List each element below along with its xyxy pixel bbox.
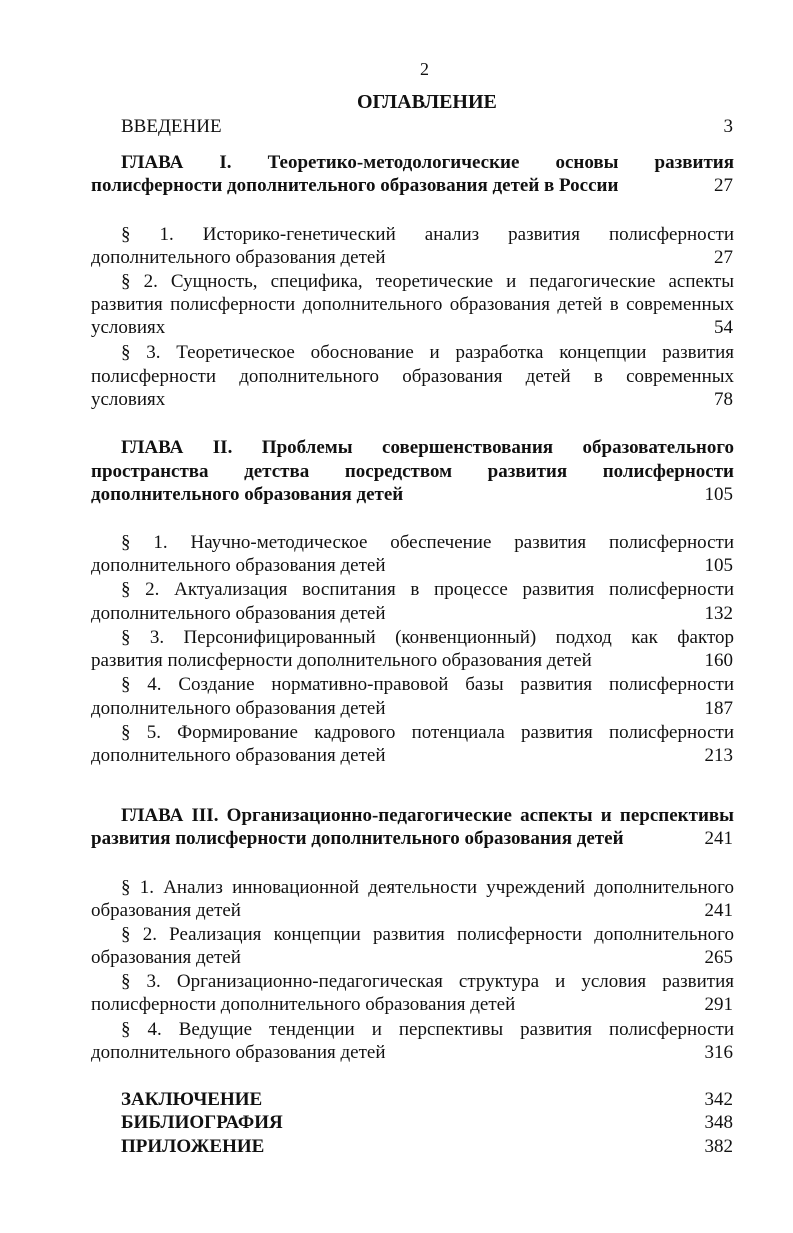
ch1-s2-line1: § 2. Сущность, специфика, теоретические и педагогические аспекты xyxy=(121,271,734,292)
ch3-s4-page: 316 xyxy=(704,1042,733,1063)
ch1-s2-line3: условиях xyxy=(91,317,166,338)
ch3-s2-line1: § 2. Реализация концепции развития полисферности дополнительного xyxy=(121,924,734,945)
toc-intro-label: ВВЕДЕНИЕ xyxy=(121,116,222,137)
ch3-s3-page: 291 xyxy=(704,994,733,1015)
ch3-s1-line1: § 1. Анализ инновационной деятельности учреждений дополнительного xyxy=(121,877,734,898)
toc-appendix-page: 382 xyxy=(704,1136,733,1157)
ch3-s4-line2: дополнительного образования детей xyxy=(91,1042,386,1063)
toc-bibliography-page: 348 xyxy=(704,1112,733,1133)
toc-title: ОГЛАВЛЕНИЕ xyxy=(357,91,497,113)
page-number: 2 xyxy=(420,59,429,79)
ch2-s4-line1: § 4. Создание нормативно-правовой базы развития полисферности xyxy=(121,674,734,695)
ch1-s1-line2: дополнительного образования детей xyxy=(91,247,386,268)
toc-conclusion-label: ЗАКЛЮЧЕНИЕ xyxy=(121,1089,263,1110)
ch3-s1-line2: образования детей xyxy=(91,900,241,921)
chapter1-heading-line2: полисферности дополнительного образования детей в России xyxy=(91,175,619,196)
ch1-s1-page: 27 xyxy=(714,247,733,268)
chapter2-page: 105 xyxy=(704,484,733,505)
ch2-s1-line2: дополнительного образования детей xyxy=(91,555,386,576)
ch2-s4-page: 187 xyxy=(704,698,733,719)
ch1-s2-page: 54 xyxy=(714,317,733,338)
chapter1-page: 27 xyxy=(714,175,733,196)
ch2-s3-page: 160 xyxy=(704,650,733,671)
ch2-s2-line2: дополнительного образования детей xyxy=(91,603,386,624)
ch3-s2-line2: образования детей xyxy=(91,947,241,968)
chapter3-heading-line2: развития полисферности дополнительного образования детей xyxy=(91,828,624,849)
ch2-s1-page: 105 xyxy=(704,555,733,576)
ch2-s3-line2: развития полисферности дополнительного образования детей xyxy=(91,650,592,671)
ch1-s3-line1: § 3. Теоретическое обоснование и разработка концепции развития xyxy=(121,342,734,363)
chapter2-heading-line3: дополнительного образования детей xyxy=(91,484,404,505)
toc-appendix-label: ПРИЛОЖЕНИЕ xyxy=(121,1136,265,1157)
ch2-s2-page: 132 xyxy=(704,603,733,624)
toc-intro-page: 3 xyxy=(723,116,733,137)
ch2-s5-line1: § 5. Формирование кадрового потенциала развития полисферности xyxy=(121,722,734,743)
ch2-s1-line1: § 1. Научно-методическое обеспечение развития полисферности xyxy=(121,532,734,553)
ch3-s1-page: 241 xyxy=(704,900,733,921)
toc-bibliography-label: БИБЛИОГРАФИЯ xyxy=(121,1112,283,1133)
toc-conclusion-page: 342 xyxy=(704,1089,733,1110)
ch3-s3-line1: § 3. Организационно-педагогическая структура и условия развития xyxy=(121,971,734,992)
ch2-s2-line1: § 2. Актуализация воспитания в процессе развития полисферности xyxy=(121,579,734,600)
ch2-s3-line1: § 3. Персонифицированный (конвенционный) подход как фактор xyxy=(121,627,734,648)
ch3-s3-line2: полисферности дополнительного образования детей xyxy=(91,994,516,1015)
chapter2-heading-line1: ГЛАВА II. Проблемы совершенствования образовательного xyxy=(121,437,734,458)
ch2-s5-page: 213 xyxy=(704,745,733,766)
ch2-s4-line2: дополнительного образования детей xyxy=(91,698,386,719)
chapter3-heading-line1: ГЛАВА III. Организационно-педагогические аспекты и перспективы xyxy=(121,805,734,826)
ch1-s2-line2: развития полисферности дополнительного образования детей в современных xyxy=(91,294,734,315)
ch1-s3-line2: полисферности дополнительного образования детей в современных xyxy=(91,366,734,387)
chapter1-heading-line1: ГЛАВА I. Теоретико-методологические основы развития xyxy=(121,152,734,173)
chapter2-heading-line2: пространства детства посредством развития полисферности xyxy=(91,461,734,482)
ch3-s4-line1: § 4. Ведущие тенденции и перспективы развития полисферности xyxy=(121,1019,734,1040)
ch1-s3-line3: условиях xyxy=(91,389,166,410)
ch1-s3-page: 78 xyxy=(714,389,733,410)
chapter3-page: 241 xyxy=(704,828,733,849)
ch2-s5-line2: дополнительного образования детей xyxy=(91,745,386,766)
ch1-s1-line1: § 1. Историко-генетический анализ развития полисферности xyxy=(121,224,734,245)
ch3-s2-page: 265 xyxy=(704,947,733,968)
